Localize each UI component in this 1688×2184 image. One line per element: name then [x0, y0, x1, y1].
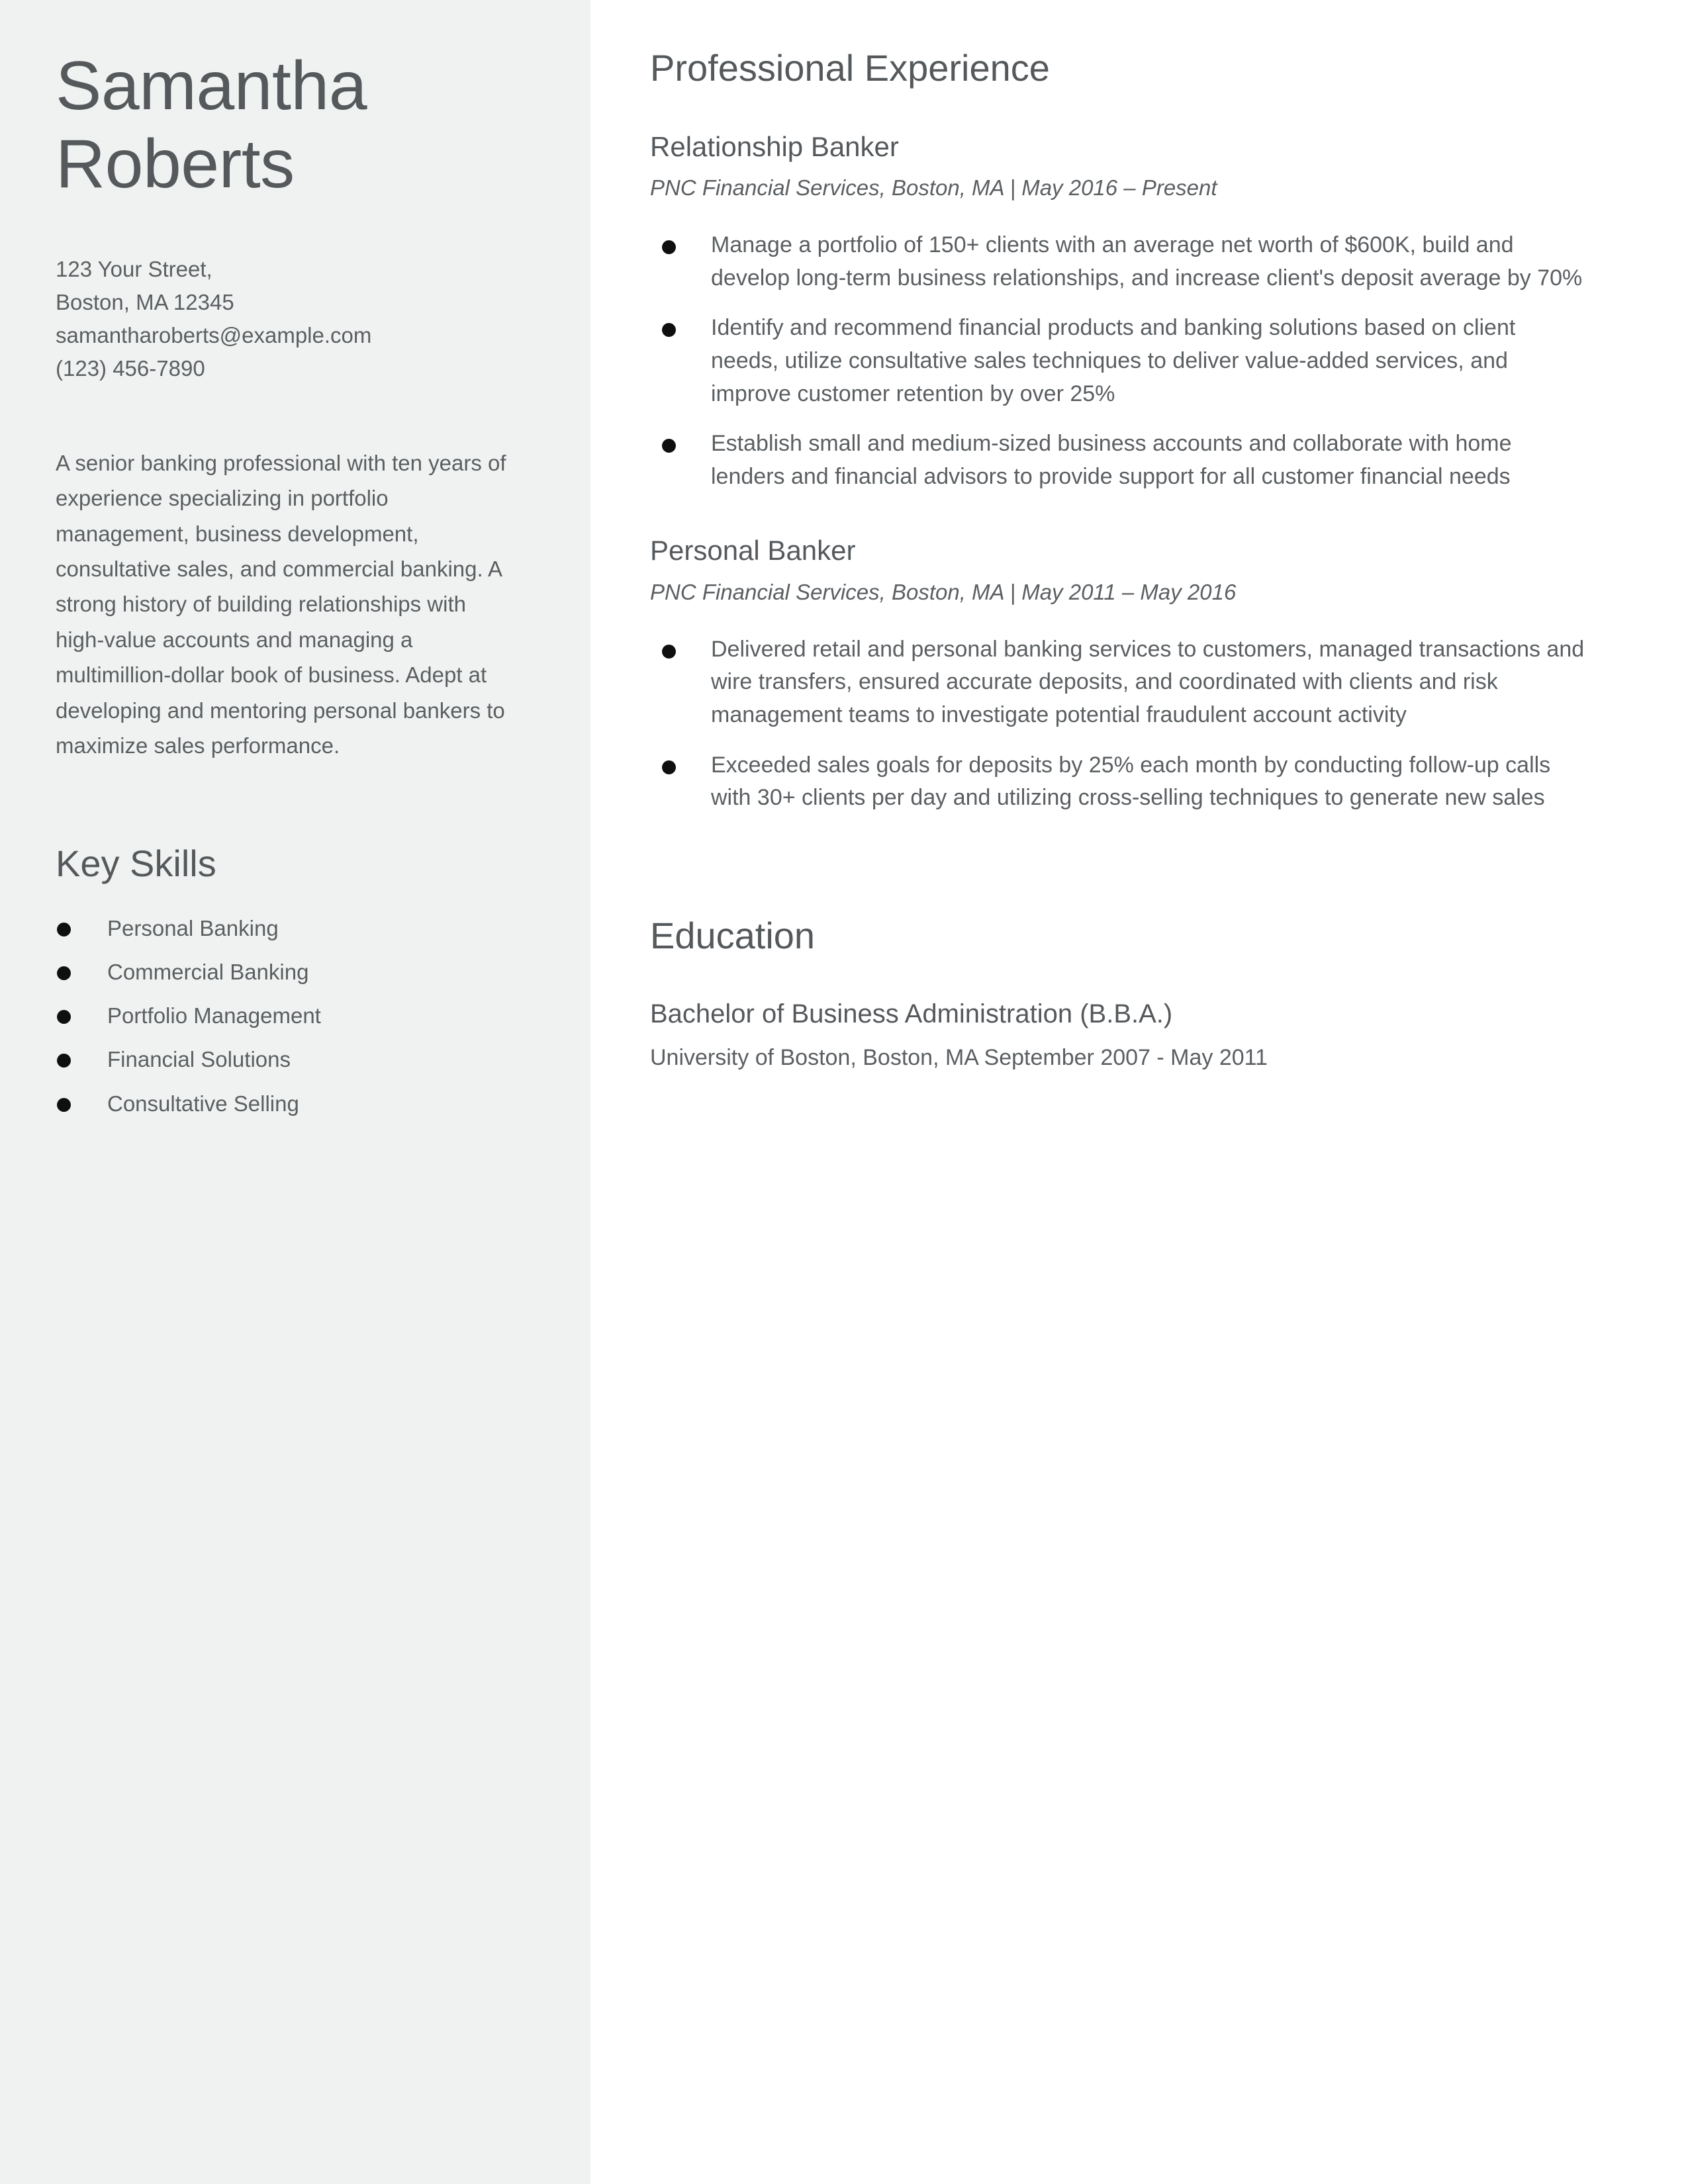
job-employer-dates: PNC Financial Services, Boston, MA | May 2011 – May 2016	[650, 579, 1237, 604]
education-school-dates: University of Boston, Boston, MA September 2007 - May 2011	[650, 1045, 1268, 1071]
skill-label: Portfolio Management	[107, 1003, 321, 1028]
job-bullet-list	[650, 633, 1589, 815]
contact-street: 123 Your Street,	[56, 257, 212, 281]
bullet-dot-icon	[662, 240, 676, 254]
bullet-dot-icon	[662, 439, 676, 453]
list-item	[56, 958, 531, 986]
list-item	[56, 915, 531, 942]
bullet-dot-icon	[662, 645, 676, 659]
experience-entry	[650, 534, 1589, 814]
bullet-dot-icon	[57, 1010, 71, 1024]
job-title: Personal Banker	[650, 535, 856, 567]
skill-label: Commercial Banking	[107, 960, 309, 984]
list-item	[650, 312, 1589, 410]
job-title: Relationship Banker	[650, 130, 899, 162]
contact-block	[56, 253, 531, 386]
education-heading: Education	[650, 914, 816, 956]
professional-summary: A senior banking professional with ten years of experience specializing in portfolio management, business development, consultative sales, and commercial banking. A strong history of building relationships with high-value accounts and managing a multimillion-dollar book of business. Adept at developing and mentoring personal bankers to maximize sales performance.	[56, 450, 506, 758]
bullet-dot-icon	[662, 760, 676, 774]
bullet-text: Establish small and medium-sized business accounts and collaborate with home lenders and financial advisors to provide support for all customer financial needs	[711, 431, 1512, 489]
bullet-dot-icon	[57, 966, 71, 980]
list-item	[56, 1046, 531, 1073]
job-bullet-list	[650, 229, 1589, 493]
contact-city-state-zip: Boston, MA 12345	[56, 290, 234, 315]
skill-label: Personal Banking	[107, 915, 279, 940]
bullet-dot-icon	[662, 323, 676, 337]
experience-entry	[650, 130, 1589, 494]
list-item	[56, 1090, 531, 1118]
list-item	[650, 633, 1589, 732]
contact-email[interactable]: samantharoberts@example.com	[56, 323, 372, 348]
list-item	[56, 1002, 531, 1030]
education-entry	[650, 998, 1589, 1073]
job-employer-dates: PNC Financial Services, Boston, MA | May 2016 – Present	[650, 175, 1217, 201]
main-content	[590, 0, 1688, 2184]
candidate-last-name: Roberts	[56, 126, 295, 203]
bullet-dot-icon	[57, 923, 71, 936]
contact-phone[interactable]: (123) 456-7890	[56, 356, 205, 381]
candidate-name	[56, 48, 531, 203]
skill-label: Financial Solutions	[107, 1047, 291, 1072]
bullet-text: Identify and recommend financial products and banking solutions based on client needs, utilize consultative sales techniques to deliver value-added services, and improve customer retention by over 25%	[711, 315, 1516, 406]
bullet-text: Exceeded sales goals for deposits by 25% each month by conducting follow-up calls with 30+ clients per day and utilizing cross-selling techniques to generate new sales	[711, 752, 1551, 811]
bullet-dot-icon	[57, 1098, 71, 1112]
key-skills-heading: Key Skills	[56, 842, 216, 884]
skill-label: Consultative Selling	[107, 1091, 299, 1116]
list-item	[650, 229, 1589, 295]
list-item	[650, 428, 1589, 493]
professional-experience-heading: Professional Experience	[650, 47, 1050, 89]
education-degree: Bachelor of Business Administration (B.B.A.)	[650, 999, 1173, 1028]
bullet-text: Delivered retail and personal banking services to customers, managed transactions and wire transfers, ensured accurate deposits, and coordinated with clients and risk management teams to investigate potential fraudulent account activity	[711, 636, 1585, 727]
sidebar	[0, 0, 590, 2184]
bullet-text: Manage a portfolio of 150+ clients with an average net worth of $600K, build and develop long-term business relationships, and increase client's deposit average by 70%	[711, 232, 1583, 291]
list-item	[650, 749, 1589, 815]
candidate-first-name: Samantha	[56, 48, 367, 124]
key-skills-list	[56, 915, 531, 1118]
bullet-dot-icon	[57, 1054, 71, 1068]
